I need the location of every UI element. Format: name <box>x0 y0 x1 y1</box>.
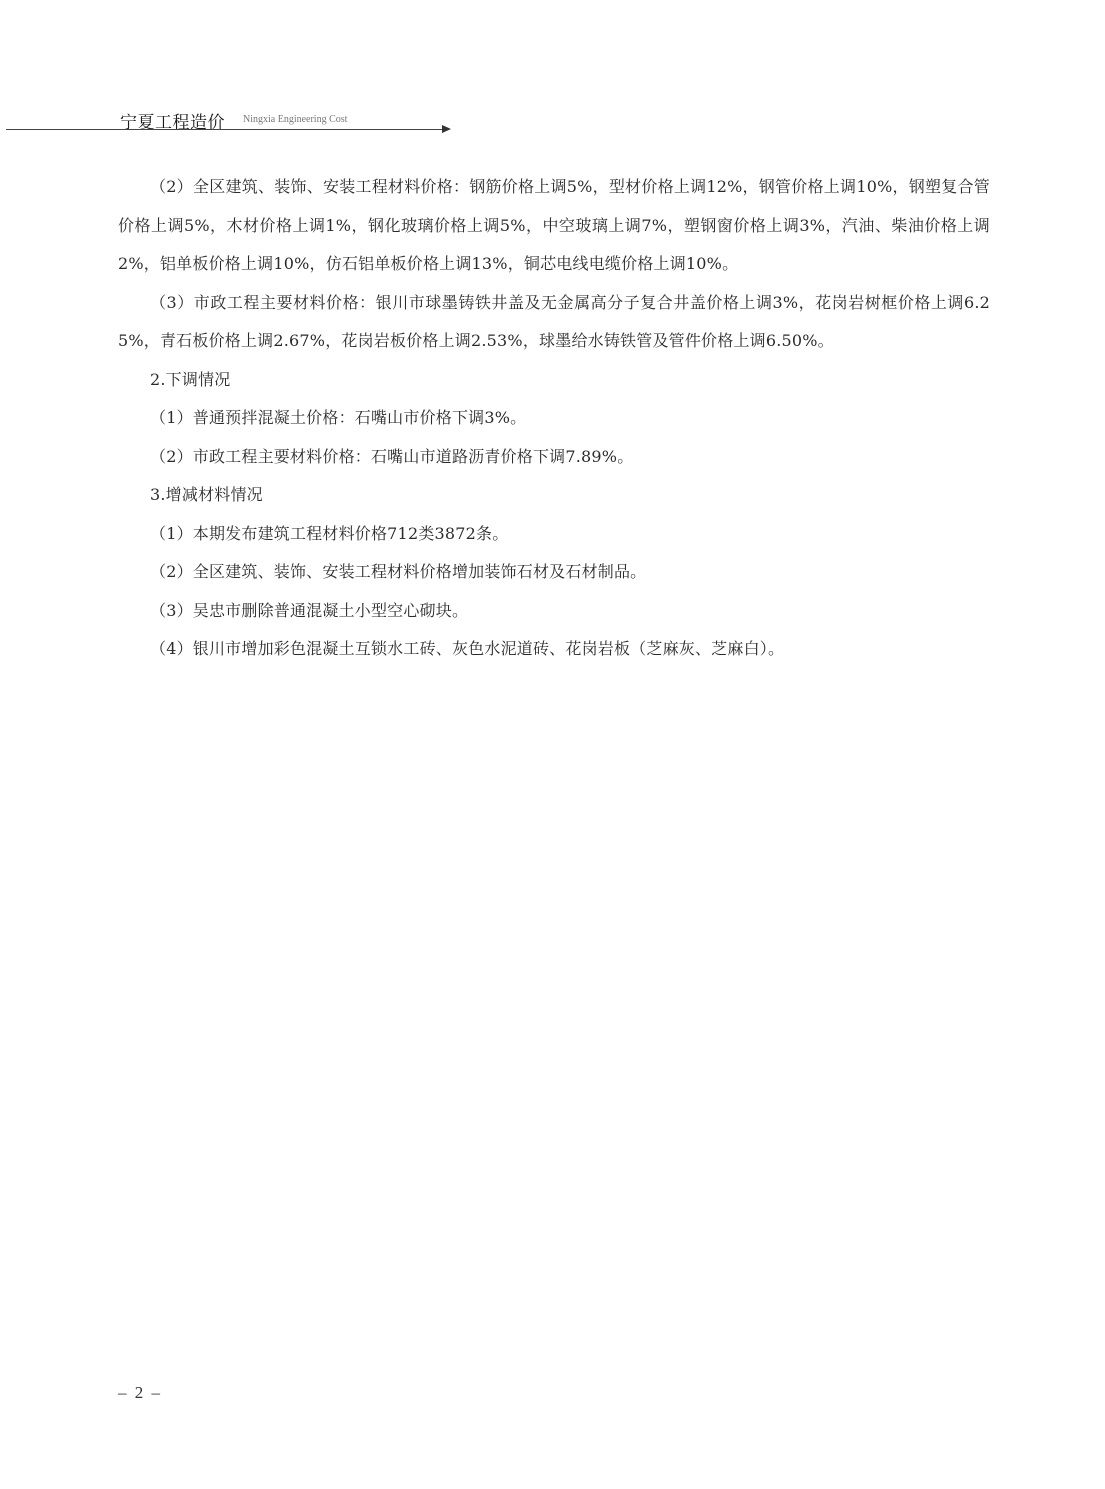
paragraph: （3）市政工程主要材料价格：银川市球墨铸铁井盖及无金属高分子复合井盖价格上调3%，花岗岩树框价格上调6.25%，青石板价格上调2.67%，花岗岩板价格上调2.53%，球墨给水铸铁管及管件价格上调6.50%。 <box>118 292 990 350</box>
paragraph: （4）银川市增加彩色混凝土互锁水工砖、灰色水泥道砖、花岗岩板（芝麻灰、芝麻白）。 <box>150 639 785 658</box>
section-heading: 2.下调情况 <box>150 369 231 389</box>
paragraph: （1）普通预拌混凝土价格：石嘴山市价格下调3%。 <box>150 408 527 427</box>
journal-subtitle: Ningxia Engineering Cost <box>243 114 348 125</box>
paragraph: （3）吴忠市删除普通混凝土小型空心砌块。 <box>150 600 469 620</box>
running-header <box>0 108 460 138</box>
section-heading: 3.增减材料情况 <box>150 485 263 504</box>
journal-title: 宁夏工程造价 <box>120 113 225 133</box>
article-body <box>118 168 990 669</box>
paragraph: （1）本期发布建筑工程材料价格712类3872条。 <box>150 523 509 543</box>
paragraph: （2）全区建筑、装饰、安装工程材料价格增加装饰石材及石材制品。 <box>150 562 647 581</box>
arrow-right-icon <box>442 125 451 133</box>
header-rule <box>6 129 446 130</box>
page-number: – 2 – <box>118 1383 162 1402</box>
paragraph: （2）全区建筑、装饰、安装工程材料价格：钢筋价格上调5%，型材价格上调12%，钢管价格上调10%，钢塑复合管价格上调5%，木材价格上调1%，钢化玻璃价格上调5%，中空玻璃上调7%，塑钢窗价格上调3%，汽油、柴油价格上调2%，铝单板价格上调10%，仿石铝单板价格上调13%，铜芯电线电缆价格上调10%。 <box>118 177 990 273</box>
paragraph: （2）市政工程主要材料价格：石嘴山市道路沥青价格下调7.89%。 <box>150 446 634 466</box>
